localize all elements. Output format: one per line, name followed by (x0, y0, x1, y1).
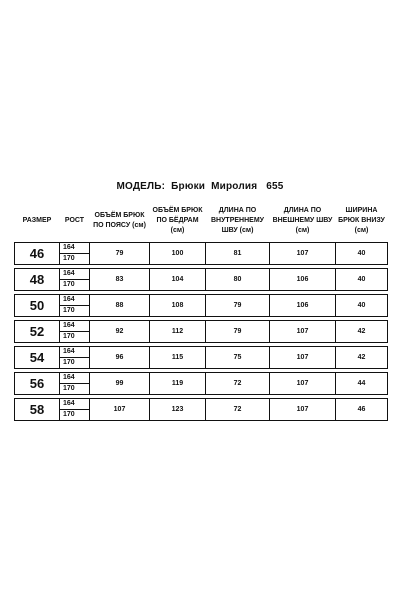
table-row (15, 399, 388, 410)
size-value: 58 (15, 399, 60, 421)
hips-value: 112 (150, 321, 206, 343)
waist-value: 92 (90, 321, 150, 343)
height-value: 164 (60, 295, 90, 306)
hips-value: 104 (150, 269, 206, 291)
header-waist: ОБЪЁМ БРЮК ПО ПОЯСУ (см) (93, 212, 146, 229)
outseam-value: 107 (270, 399, 336, 421)
hips-value: 100 (150, 243, 206, 265)
hips-value: 115 (150, 347, 206, 369)
bottom-width-value: 40 (336, 295, 388, 317)
document-title: МОДЕЛЬ: Брюки Миролия 655 (116, 181, 284, 192)
size-value: 50 (15, 295, 60, 317)
bottom-width-value: 40 (336, 269, 388, 291)
outseam-value: 106 (270, 269, 336, 291)
bottom-width-value: 42 (336, 321, 388, 343)
table-row (15, 373, 388, 384)
table-row (15, 269, 388, 280)
hips-value: 123 (150, 399, 206, 421)
waist-value: 96 (90, 347, 150, 369)
table-row (15, 347, 388, 358)
inseam-value: 81 (206, 243, 270, 265)
header-height: РОСТ (64, 217, 85, 224)
inseam-value: 79 (206, 295, 270, 317)
height-value: 170 (60, 306, 90, 317)
height-value: 170 (60, 358, 90, 369)
size-value: 46 (15, 243, 60, 265)
outseam-value: 107 (270, 373, 336, 395)
height-value: 170 (60, 254, 90, 265)
table-header-row (15, 200, 388, 243)
header-inseam: ДЛИНА ПО ВНУТРЕННЕМУ ШВУ (см) (210, 207, 265, 234)
header-bottom-width: ШИРИНА БРЮК ВНИЗУ (см) (338, 207, 385, 234)
header-hips: ОБЪЁМ БРЮК ПО БЁДРАМ (см) (152, 207, 203, 234)
inseam-value: 80 (206, 269, 270, 291)
outseam-value: 107 (270, 243, 336, 265)
height-value: 170 (60, 410, 90, 421)
height-value: 164 (60, 243, 90, 254)
inseam-value: 72 (206, 399, 270, 421)
size-value: 56 (15, 373, 60, 395)
inseam-value: 72 (206, 373, 270, 395)
inseam-value: 79 (206, 321, 270, 343)
height-value: 164 (60, 321, 90, 332)
inseam-value: 75 (206, 347, 270, 369)
waist-value: 107 (90, 399, 150, 421)
size-value: 54 (15, 347, 60, 369)
outseam-value: 107 (270, 347, 336, 369)
header-size: РАЗМЕР (22, 217, 52, 224)
table-row (15, 243, 388, 254)
bottom-width-value: 46 (336, 399, 388, 421)
waist-value: 88 (90, 295, 150, 317)
size-value: 48 (15, 269, 60, 291)
bottom-width-value: 42 (336, 347, 388, 369)
height-value: 164 (60, 399, 90, 410)
hips-value: 119 (150, 373, 206, 395)
outseam-value: 106 (270, 295, 336, 317)
table-row (15, 295, 388, 306)
height-value: 170 (60, 384, 90, 395)
bottom-width-value: 44 (336, 373, 388, 395)
height-value: 170 (60, 280, 90, 291)
waist-value: 79 (90, 243, 150, 265)
height-value: 164 (60, 373, 90, 384)
size-value: 52 (15, 321, 60, 343)
waist-value: 83 (90, 269, 150, 291)
height-value: 164 (60, 269, 90, 280)
hips-value: 108 (150, 295, 206, 317)
outseam-value: 107 (270, 321, 336, 343)
waist-value: 99 (90, 373, 150, 395)
height-value: 170 (60, 332, 90, 343)
size-chart-table (14, 200, 388, 421)
height-value: 164 (60, 347, 90, 358)
bottom-width-value: 40 (336, 243, 388, 265)
table-row (15, 321, 388, 332)
header-outseam: ДЛИНА ПО ВНЕШНЕМУ ШВУ (см) (272, 207, 333, 234)
